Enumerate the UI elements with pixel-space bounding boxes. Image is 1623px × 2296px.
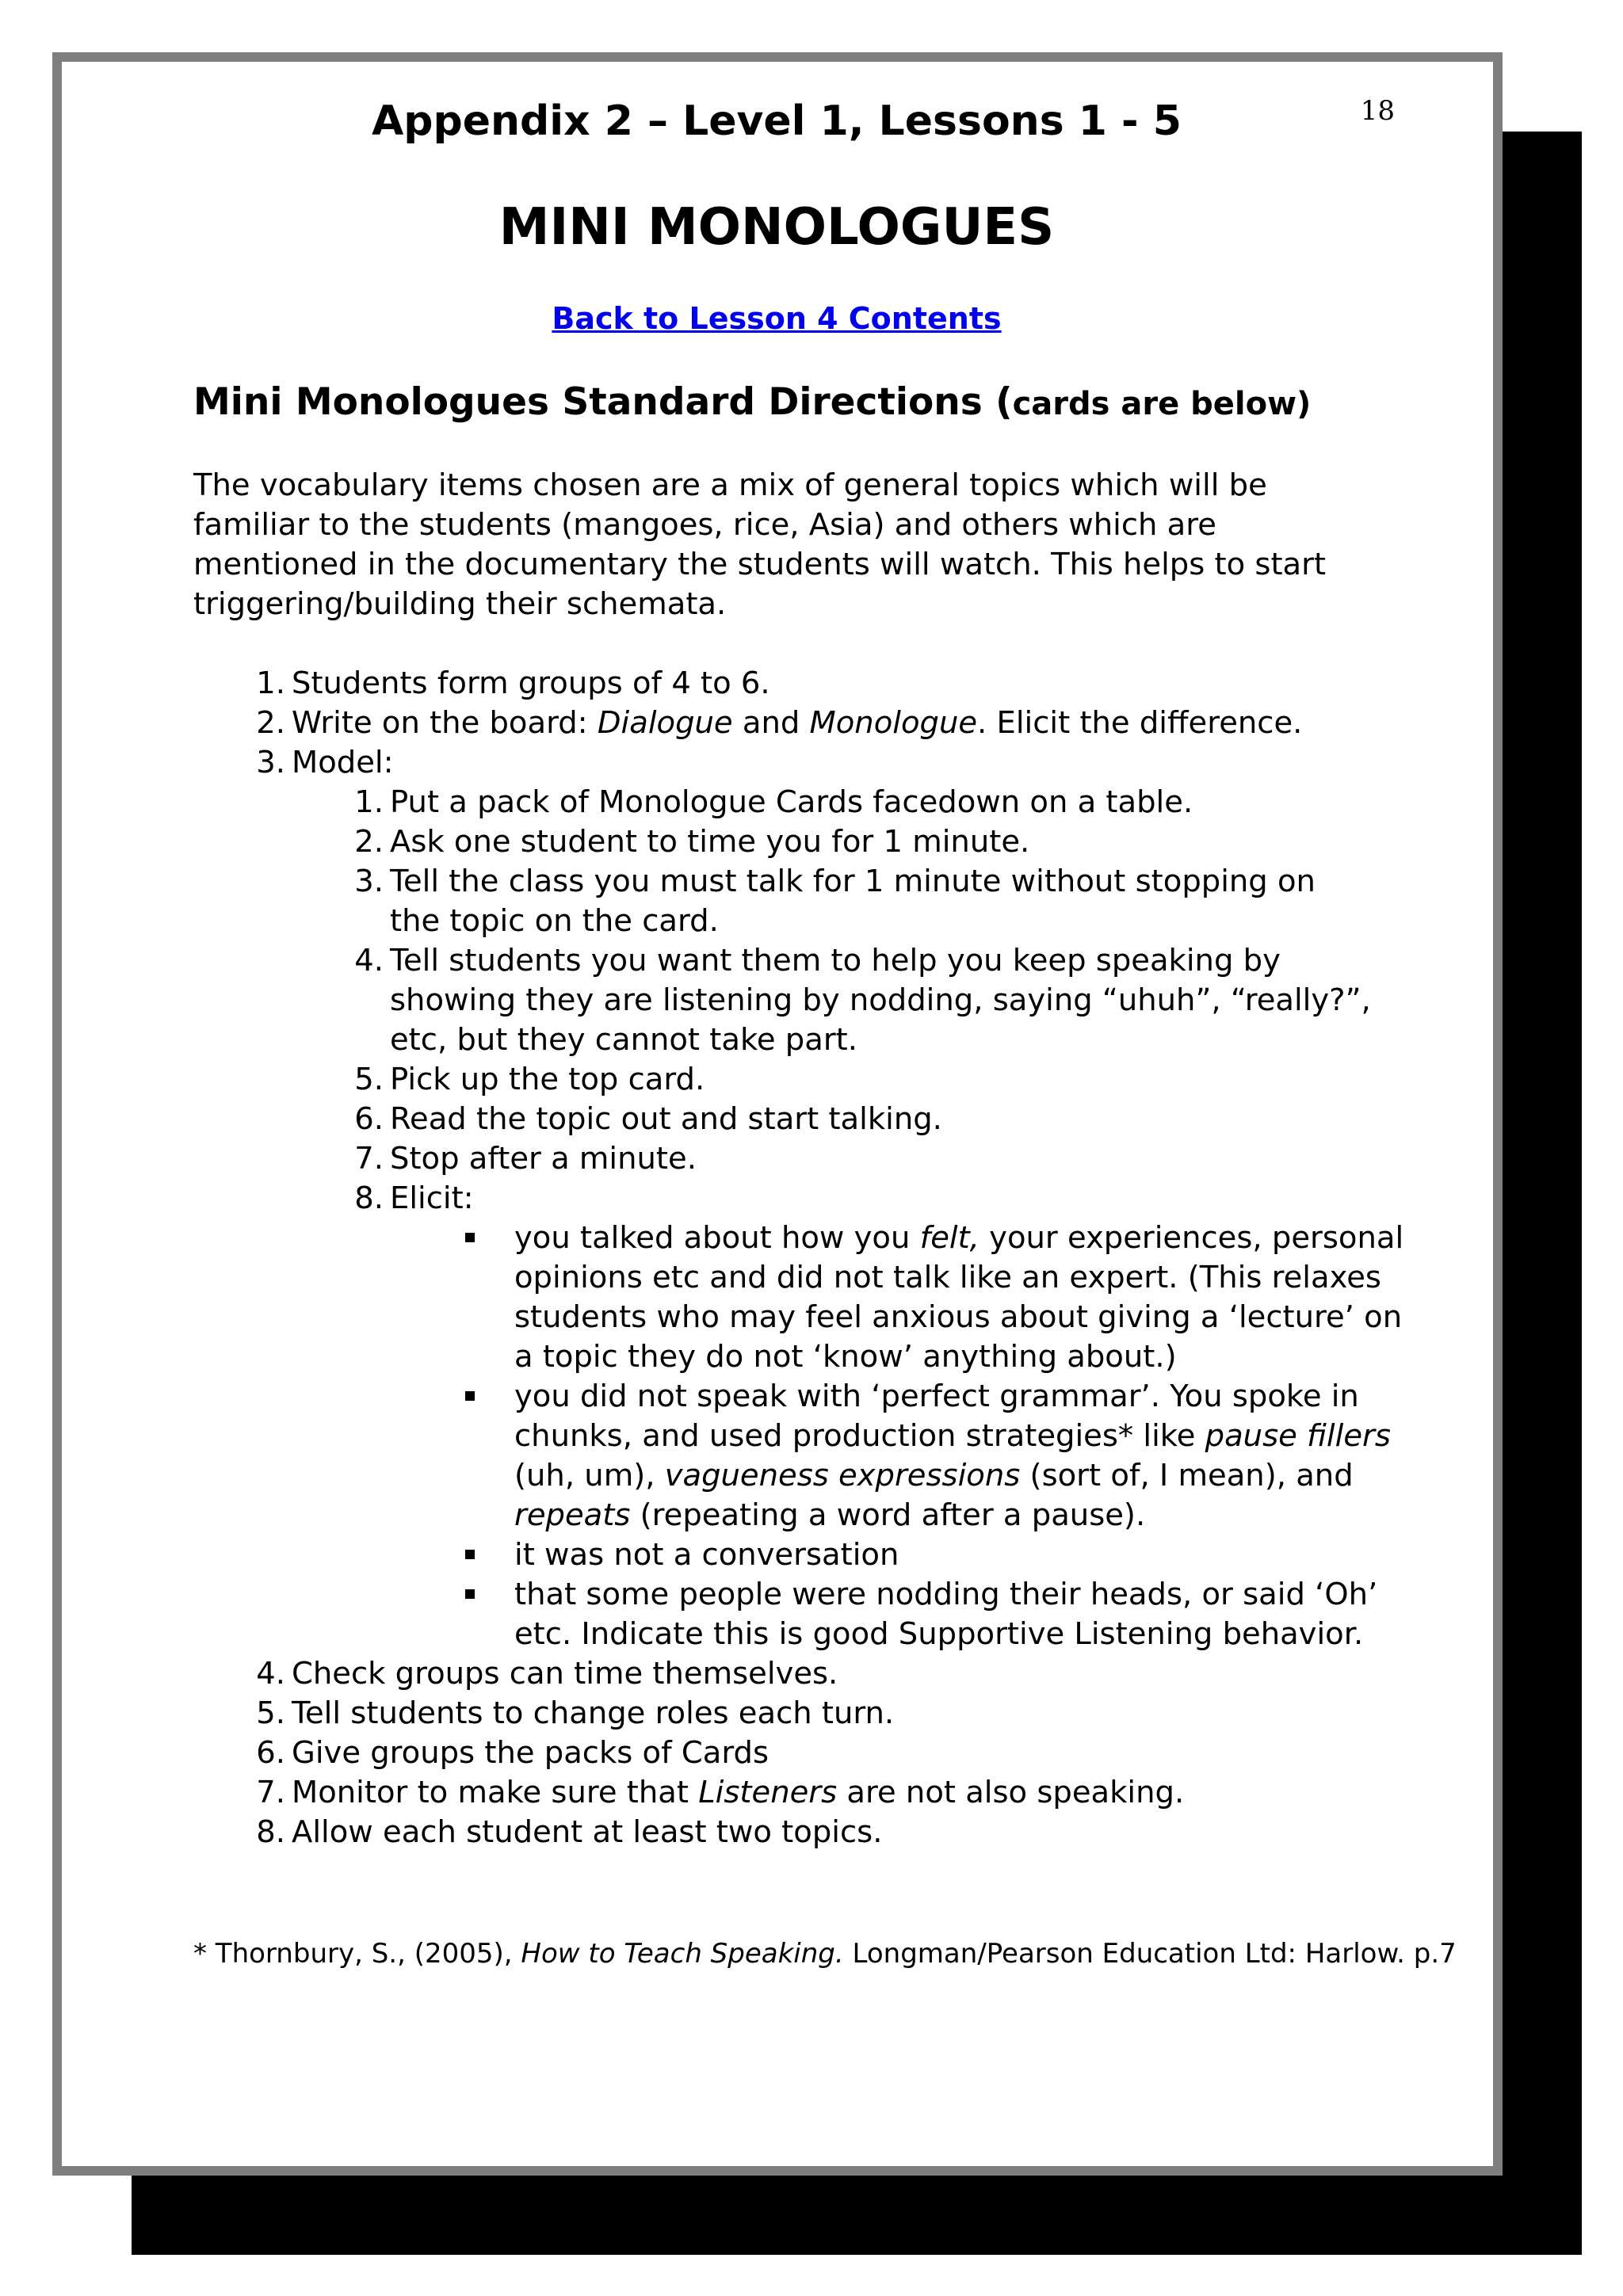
text-run: Monitor to make sure that: [292, 1775, 699, 1810]
sub-list-item: [193, 862, 1398, 941]
item-number: 7.: [354, 1141, 384, 1177]
sub-list-item: [193, 941, 1398, 1060]
sub-list-item: [193, 1100, 1398, 1139]
item-text: that some people were nodding their heads, or said ‘Oh’ etc. Indicate this is good Supportive Listening behavior.: [514, 1577, 1378, 1652]
sub-list-item: [193, 783, 1398, 822]
list-item: [193, 1733, 1398, 1773]
emphasis: Dialogue: [597, 705, 733, 741]
emphasis: pause fillers: [1205, 1418, 1391, 1454]
item-number: 6.: [354, 1101, 384, 1137]
text-run: . Elicit the difference.: [977, 705, 1303, 741]
list-item: [193, 664, 1398, 704]
emphasis: felt,: [919, 1220, 980, 1256]
emphasis: Monologue: [809, 705, 978, 741]
page-number: 18: [1360, 95, 1395, 127]
emphasis: repeats: [514, 1497, 631, 1533]
bullet-square-icon: [465, 1377, 475, 1417]
item-text: Tell the class you must talk for 1 minute without stopping on the topic on the card.: [390, 864, 1316, 939]
section-heading-main: Mini Monologues Standard Directions (: [193, 380, 1013, 424]
item-text: [292, 704, 1398, 743]
directions-list: [193, 664, 1404, 1852]
text-run: are not also speaking.: [837, 1775, 1185, 1810]
item-number: 4.: [256, 1656, 285, 1691]
emphasis: vagueness expressions: [664, 1458, 1021, 1493]
page-title: MINI MONOLOGUES: [498, 198, 1055, 257]
item-text: Elicit:: [390, 1180, 474, 1216]
list-item: [193, 1773, 1398, 1813]
item-number: 3.: [256, 745, 285, 780]
list-item: [193, 743, 1398, 783]
item-text: Tell students to change roles each turn.: [292, 1695, 895, 1731]
list-item: [193, 1694, 1398, 1733]
item-text: it was not a conversation: [514, 1537, 899, 1573]
item-number: 8.: [256, 1814, 285, 1850]
item-number: 1.: [354, 784, 384, 820]
section-heading-note: cards are below): [1012, 386, 1312, 422]
item-text: Ask one student to time you for 1 minute.: [390, 824, 1030, 860]
bullet-item: [193, 1219, 1404, 1377]
text-run: you did not speak with ‘perfect grammar’. You spoke in chunks, and used production strategies* like: [514, 1379, 1359, 1454]
item-number: 8.: [354, 1180, 384, 1216]
list-item: [193, 1813, 1398, 1852]
item-number: 5.: [256, 1695, 285, 1731]
item-number: 3.: [354, 864, 384, 899]
item-number: 5.: [354, 1062, 384, 1097]
sub-list-item: [193, 1139, 1398, 1179]
bullet-item: [193, 1377, 1398, 1535]
footnote: [193, 1936, 1457, 1971]
item-text: [292, 1773, 1398, 1813]
section-heading: [193, 380, 1311, 424]
emphasis: Listeners: [698, 1775, 838, 1810]
item-text: Put a pack of Monologue Cards facedown on a table.: [390, 784, 1193, 820]
item-text: Tell students you want them to help you keep speaking by showing they are listening by nodding, saying “uhuh”, “really?”, etc, but they cannot take part.: [390, 943, 1371, 1058]
item-text: [514, 1377, 1410, 1535]
text-run: * Thornbury, S., (2005),: [193, 1938, 521, 1970]
item-text: Stop after a minute.: [390, 1141, 697, 1177]
sub-list-item: [193, 1060, 1398, 1100]
item-text: Give groups the packs of Cards: [292, 1735, 769, 1771]
bullet-square-icon: [465, 1535, 475, 1575]
item-text: Check groups can time themselves.: [292, 1656, 838, 1691]
item-text: Model:: [292, 745, 394, 780]
item-text: [514, 1219, 1410, 1377]
item-text: Pick up the top card.: [390, 1062, 705, 1097]
text-run: (repeating a word after a pause).: [630, 1497, 1146, 1533]
bullet-item: [193, 1535, 1398, 1575]
item-number: 2.: [256, 705, 285, 741]
item-number: 7.: [256, 1775, 285, 1810]
item-number: 6.: [256, 1735, 285, 1771]
sub-list-item: [193, 822, 1398, 862]
item-text: Allow each student at least two topics.: [292, 1814, 883, 1850]
text-run: (uh, um),: [514, 1458, 665, 1493]
book-title: How to Teach Speaking.: [521, 1938, 844, 1970]
list-item: [193, 1654, 1398, 1694]
bullet-square-icon: [465, 1219, 475, 1258]
list-item: [193, 704, 1398, 743]
bullet-square-icon: [465, 1575, 475, 1615]
item-number: 4.: [354, 943, 384, 978]
intro-paragraph: The vocabulary items chosen are a mix of general topics which will be familiar to the students (mangoes, rice, Asia) and others which are mentioned in the documentary the students will watch. This helps to start triggering/building their schemata.: [193, 467, 1327, 622]
sub-list-item: [193, 1179, 1398, 1219]
text-run: your experiences, personal opinions etc and did not talk like an expert. (This relaxes students who may feel anxious about giving a ‘lecture’ on a topic they do not ‘know’ anything about.): [514, 1220, 1404, 1375]
appendix-title: Appendix 2 – Level 1, Lessons 1 - 5: [372, 97, 1182, 145]
item-number: 1.: [256, 666, 285, 701]
text-run: Longman/Pearson Education Ltd: Harlow. p.7: [843, 1938, 1457, 1970]
item-text: Read the topic out and start talking.: [390, 1101, 942, 1137]
text-run: (sort of, I mean), and: [1020, 1458, 1354, 1493]
text-run: Write on the board:: [292, 705, 598, 741]
text-run: you talked about how you: [514, 1220, 920, 1256]
text-run: and: [732, 705, 810, 741]
back-to-lesson-link[interactable]: Back to Lesson 4 Contents: [552, 301, 1002, 336]
item-text: Students form groups of 4 to 6.: [292, 666, 770, 701]
item-number: 2.: [354, 824, 384, 860]
bullet-item: [193, 1575, 1398, 1654]
